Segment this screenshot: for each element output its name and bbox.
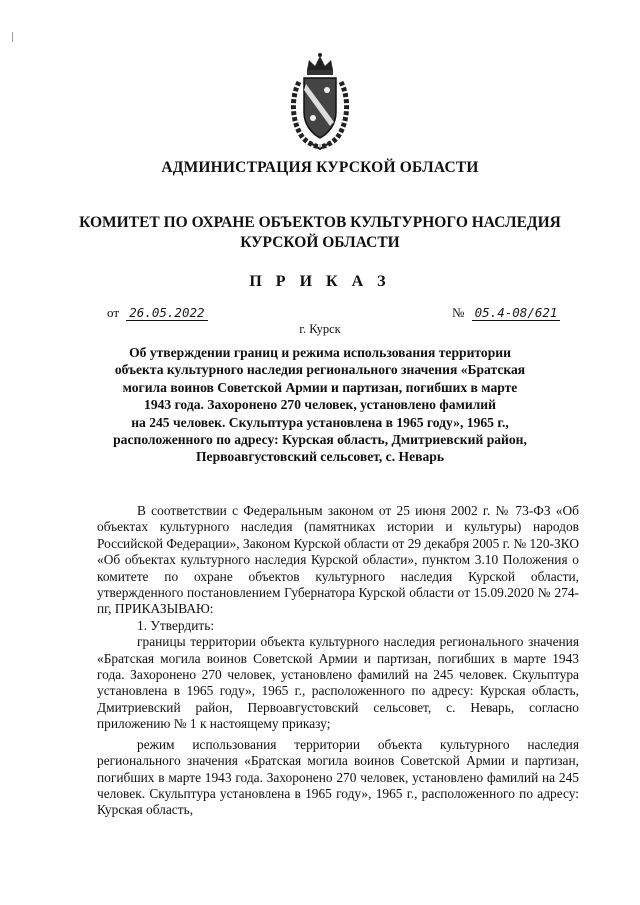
document-type: П Р И К А З <box>249 273 391 290</box>
coat-of-arms-icon <box>289 52 351 150</box>
issuer-heading: АДМИНИСТРАЦИЯ КУРСКОЙ ОБЛАСТИ <box>161 159 479 176</box>
title-line: объекта культурного наследия регионального значения «Братская <box>114 362 526 378</box>
preamble-paragraph: В соответствии с Федеральным законом от 25 июня 2002 г. № 73-ФЗ «Об объектах культурного наследия (памятниках истории и культуры) народов Российской Федерации», Законом Курской области от 29 декабря 2005 г. № 120-ЗКО «Об объектах культурного наследия Курской области», пунктом 3.10 Положения о комитете по охране объектов культурного наследия Курской области, утвержденного постановлением Губернатора Курской области от 15.09.2020 № 274-пг, ПРИКАЗЫВАЮ: <box>97 503 579 617</box>
title-line: Первоавгустовский сельсовет, с. Неварь <box>195 449 445 465</box>
order-date <box>107 305 208 321</box>
title-line: Об утверждении границ и режима использования территории <box>129 345 511 360</box>
clause-boundaries: границы территории объекта культурного наследия регионального значения «Братская могила воинов Советской Армии и партизан, погибших в марте 1943 года. Захоронено 270 человек, установлено фамилий на 245 человек. Скульптура установлена в 1965 году», 1965 г., расположенного по адресу: Курская область, Дмитриевский район, Первоавгустовский сельсовет, с. Неварь, согласно приложению № 1 к настоящему приказу; <box>97 634 579 732</box>
order-number <box>452 305 560 321</box>
order-title <box>105 344 535 466</box>
committee-heading-line: КУРСКОЙ ОБЛАСТИ <box>240 234 400 251</box>
order-body <box>97 503 579 819</box>
clause-regime: режим использования территории объекта культурного наследия регионального значения «Братская могила воинов Советской Армии и партизан, погибших в марте 1943 года. Захоронено 270 человек, установлено фамилий на 245 человек. Скульптура установлена в 1965 году», 1965 г., расположенного по адресу: Курская область, <box>97 736 579 818</box>
number-prefix: № <box>452 305 465 320</box>
handwritten-number: 05.4-08/621 <box>472 305 561 321</box>
committee-heading-line: КОМИТЕТ ПО ОХРАНЕ ОБЪЕКТОВ КУЛЬТУРНОГО НАСЛЕДИЯ <box>79 214 561 231</box>
committee-heading <box>0 213 640 253</box>
title-line: на 245 человек. Скульптура установлена в 1965 году», 1965 г., <box>131 414 509 430</box>
title-line: расположенного по адресу: Курская область, Дмитриевский район, <box>113 432 527 448</box>
title-line: 1943 года. Захоронено 270 человек, установлено фамилий <box>144 397 496 413</box>
date-prefix: от <box>107 305 120 320</box>
clause-heading: 1. Утвердить: <box>137 617 215 633</box>
handwritten-date: 26.05.2022 <box>126 305 207 321</box>
city-label: г. Курск <box>299 322 341 336</box>
title-line: могила воинов Советской Армии и партизан, погибших в марте <box>122 379 518 395</box>
scan-mark <box>12 32 13 42</box>
